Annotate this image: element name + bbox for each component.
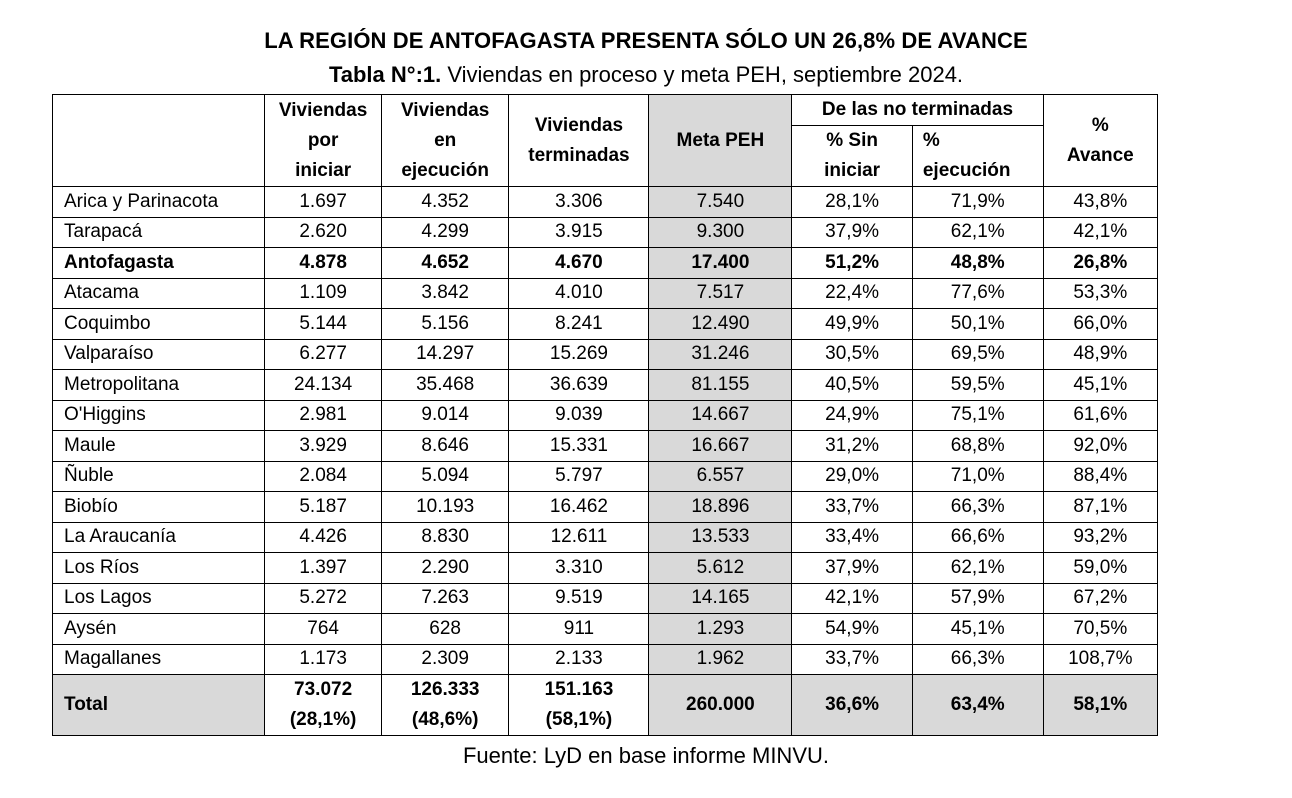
cell-en-ejecucion: 9.014 (381, 400, 509, 431)
cell-region: Aysén (53, 614, 265, 645)
source-note: Fuente: LyD en base informe MINVU. (462, 743, 829, 768)
cell-por-iniciar: 1.109 (265, 278, 381, 309)
table-row (53, 217, 1158, 248)
cell-pct-sin-iniciar: 54,9% (792, 614, 913, 645)
housing-table (52, 94, 1158, 736)
cell-meta-peh: 18.896 (649, 492, 792, 523)
cell-pct-sin-iniciar: 33,7% (792, 644, 913, 675)
header-terminadas: Viviendas terminadas (509, 95, 649, 187)
table-row (53, 400, 1158, 431)
cell-en-ejecucion: 5.094 (381, 461, 509, 492)
cell-region: Ñuble (53, 461, 265, 492)
cell-pct-avance: 53,3% (1043, 278, 1157, 309)
cell-pct-ejecucion: 69,5% (912, 339, 1043, 370)
cell-region: O'Higgins (53, 400, 265, 431)
table-row (53, 431, 1158, 462)
cell-pct-avance: 88,4% (1043, 461, 1157, 492)
cell-pct-sin-iniciar: 40,5% (792, 370, 913, 401)
table-subtitle (0, 62, 1292, 88)
total-row (53, 675, 1158, 736)
table-caption: Viviendas en proceso y meta PEH, septiembre 2024. (441, 62, 964, 87)
cell-meta-peh: 6.557 (649, 461, 792, 492)
cell-pct-sin-iniciar: 22,4% (792, 278, 913, 309)
cell-region: Los Lagos (53, 583, 265, 614)
total-avance: 58,1% (1043, 675, 1157, 736)
cell-pct-avance: 61,6% (1043, 400, 1157, 431)
cell-en-ejecucion: 7.263 (381, 583, 509, 614)
cell-pct-ejecucion: 66,6% (912, 522, 1043, 553)
cell-meta-peh: 1.293 (649, 614, 792, 645)
cell-region: Biobío (53, 492, 265, 523)
cell-pct-sin-iniciar: 49,9% (792, 309, 913, 340)
cell-en-ejecucion: 4.352 (381, 187, 509, 218)
total-ejecucion: 63,4% (912, 675, 1043, 736)
cell-pct-sin-iniciar: 37,9% (792, 217, 913, 248)
total-sin-iniciar: 36,6% (792, 675, 913, 736)
table-title: LA REGIÓN DE ANTOFAGASTA PRESENTA SÓLO UN 26,8% DE AVANCE (264, 28, 1028, 53)
cell-pct-ejecucion: 75,1% (912, 400, 1043, 431)
table-row (53, 461, 1158, 492)
cell-en-ejecucion: 5.156 (381, 309, 509, 340)
cell-por-iniciar: 2.084 (265, 461, 381, 492)
cell-meta-peh: 1.962 (649, 644, 792, 675)
table-row (53, 309, 1158, 340)
cell-en-ejecucion: 8.646 (381, 431, 509, 462)
total-en-ejecucion: 126.333 (48,6%) (381, 675, 509, 736)
cell-meta-peh: 31.246 (649, 339, 792, 370)
cell-por-iniciar: 1.173 (265, 644, 381, 675)
cell-pct-ejecucion: 62,1% (912, 217, 1043, 248)
cell-pct-sin-iniciar: 51,2% (792, 248, 913, 279)
cell-meta-peh: 9.300 (649, 217, 792, 248)
table-row (53, 644, 1158, 675)
cell-meta-peh: 81.155 (649, 370, 792, 401)
table-row (53, 278, 1158, 309)
cell-pct-sin-iniciar: 28,1% (792, 187, 913, 218)
cell-region: Coquimbo (53, 309, 265, 340)
total-terminadas: 151.163 (58,1%) (509, 675, 649, 736)
cell-pct-sin-iniciar: 42,1% (792, 583, 913, 614)
total-meta: 260.000 (649, 675, 792, 736)
table-row (53, 553, 1158, 584)
cell-en-ejecucion: 628 (381, 614, 509, 645)
table-row (53, 492, 1158, 523)
cell-terminadas: 4.670 (509, 248, 649, 279)
cell-region: La Araucanía (53, 522, 265, 553)
cell-por-iniciar: 764 (265, 614, 381, 645)
cell-region: Magallanes (53, 644, 265, 675)
cell-por-iniciar: 6.277 (265, 339, 381, 370)
table-number: Tabla N°:1. (328, 62, 442, 87)
cell-terminadas: 15.331 (509, 431, 649, 462)
cell-en-ejecucion: 2.290 (381, 553, 509, 584)
header-por-iniciar: Viviendas por iniciar (265, 95, 381, 187)
table-body (53, 187, 1158, 675)
cell-por-iniciar: 5.187 (265, 492, 381, 523)
cell-meta-peh: 5.612 (649, 553, 792, 584)
cell-en-ejecucion: 10.193 (381, 492, 509, 523)
cell-meta-peh: 14.667 (649, 400, 792, 431)
cell-terminadas: 3.915 (509, 217, 649, 248)
cell-terminadas: 911 (509, 614, 649, 645)
table-row (53, 522, 1158, 553)
cell-meta-peh: 12.490 (649, 309, 792, 340)
cell-region: Valparaíso (53, 339, 265, 370)
table-row (53, 370, 1158, 401)
cell-pct-avance: 42,1% (1043, 217, 1157, 248)
cell-terminadas: 8.241 (509, 309, 649, 340)
cell-pct-sin-iniciar: 24,9% (792, 400, 913, 431)
cell-en-ejecucion: 4.652 (381, 248, 509, 279)
cell-pct-avance: 66,0% (1043, 309, 1157, 340)
cell-pct-sin-iniciar: 33,7% (792, 492, 913, 523)
cell-pct-sin-iniciar: 37,9% (792, 553, 913, 584)
cell-pct-ejecucion: 45,1% (912, 614, 1043, 645)
cell-pct-sin-iniciar: 30,5% (792, 339, 913, 370)
cell-por-iniciar: 2.620 (265, 217, 381, 248)
cell-pct-avance: 70,5% (1043, 614, 1157, 645)
cell-meta-peh: 17.400 (649, 248, 792, 279)
table-row (53, 583, 1158, 614)
cell-terminadas: 12.611 (509, 522, 649, 553)
cell-region: Tarapacá (53, 217, 265, 248)
cell-region: Antofagasta (53, 248, 265, 279)
cell-region: Los Ríos (53, 553, 265, 584)
cell-pct-avance: 45,1% (1043, 370, 1157, 401)
cell-pct-avance: 87,1% (1043, 492, 1157, 523)
cell-en-ejecucion: 35.468 (381, 370, 509, 401)
cell-pct-avance: 59,0% (1043, 553, 1157, 584)
cell-por-iniciar: 5.272 (265, 583, 381, 614)
cell-terminadas: 4.010 (509, 278, 649, 309)
cell-terminadas: 3.310 (509, 553, 649, 584)
table-row (53, 187, 1158, 218)
cell-pct-sin-iniciar: 31,2% (792, 431, 913, 462)
cell-region: Atacama (53, 278, 265, 309)
cell-terminadas: 15.269 (509, 339, 649, 370)
cell-region: Maule (53, 431, 265, 462)
cell-pct-ejecucion: 66,3% (912, 644, 1043, 675)
cell-pct-ejecucion: 71,9% (912, 187, 1043, 218)
cell-terminadas: 36.639 (509, 370, 649, 401)
cell-pct-sin-iniciar: 33,4% (792, 522, 913, 553)
table-row (53, 614, 1158, 645)
total-por-iniciar: 73.072 (28,1%) (265, 675, 381, 736)
header-sin-iniciar: % Sin iniciar (792, 126, 913, 187)
cell-pct-ejecucion: 57,9% (912, 583, 1043, 614)
cell-en-ejecucion: 3.842 (381, 278, 509, 309)
cell-region: Arica y Parinacota (53, 187, 265, 218)
cell-terminadas: 5.797 (509, 461, 649, 492)
cell-pct-ejecucion: 71,0% (912, 461, 1043, 492)
cell-pct-avance: 67,2% (1043, 583, 1157, 614)
header-avance: % Avance (1043, 95, 1157, 187)
cell-pct-ejecucion: 68,8% (912, 431, 1043, 462)
table-row (53, 339, 1158, 370)
cell-en-ejecucion: 14.297 (381, 339, 509, 370)
cell-meta-peh: 13.533 (649, 522, 792, 553)
cell-terminadas: 9.519 (509, 583, 649, 614)
table-row (53, 248, 1158, 279)
cell-terminadas: 9.039 (509, 400, 649, 431)
cell-pct-avance: 92,0% (1043, 431, 1157, 462)
cell-meta-peh: 16.667 (649, 431, 792, 462)
cell-pct-avance: 26,8% (1043, 248, 1157, 279)
cell-pct-avance: 93,2% (1043, 522, 1157, 553)
cell-terminadas: 2.133 (509, 644, 649, 675)
cell-meta-peh: 7.540 (649, 187, 792, 218)
cell-pct-ejecucion: 62,1% (912, 553, 1043, 584)
cell-por-iniciar: 1.397 (265, 553, 381, 584)
header-group-no-terminadas: De las no terminadas (792, 95, 1043, 126)
header-en-ejecucion: Viviendas en ejecución (381, 95, 509, 187)
cell-en-ejecucion: 4.299 (381, 217, 509, 248)
header-meta-peh: Meta PEH (649, 95, 792, 187)
header-region (53, 95, 265, 187)
cell-pct-avance: 43,8% (1043, 187, 1157, 218)
cell-meta-peh: 7.517 (649, 278, 792, 309)
cell-pct-ejecucion: 59,5% (912, 370, 1043, 401)
cell-por-iniciar: 4.878 (265, 248, 381, 279)
total-label: Total (53, 675, 265, 736)
cell-meta-peh: 14.165 (649, 583, 792, 614)
cell-terminadas: 16.462 (509, 492, 649, 523)
cell-por-iniciar: 24.134 (265, 370, 381, 401)
cell-por-iniciar: 3.929 (265, 431, 381, 462)
cell-pct-avance: 48,9% (1043, 339, 1157, 370)
cell-pct-ejecucion: 48,8% (912, 248, 1043, 279)
cell-region: Metropolitana (53, 370, 265, 401)
cell-en-ejecucion: 8.830 (381, 522, 509, 553)
cell-terminadas: 3.306 (509, 187, 649, 218)
cell-pct-ejecucion: 66,3% (912, 492, 1043, 523)
cell-pct-ejecucion: 77,6% (912, 278, 1043, 309)
cell-por-iniciar: 4.426 (265, 522, 381, 553)
cell-pct-ejecucion: 50,1% (912, 309, 1043, 340)
cell-pct-sin-iniciar: 29,0% (792, 461, 913, 492)
cell-pct-avance: 108,7% (1043, 644, 1157, 675)
header-pct-ejecucion: % ejecución (912, 126, 1043, 187)
cell-en-ejecucion: 2.309 (381, 644, 509, 675)
cell-por-iniciar: 2.981 (265, 400, 381, 431)
cell-por-iniciar: 1.697 (265, 187, 381, 218)
cell-por-iniciar: 5.144 (265, 309, 381, 340)
